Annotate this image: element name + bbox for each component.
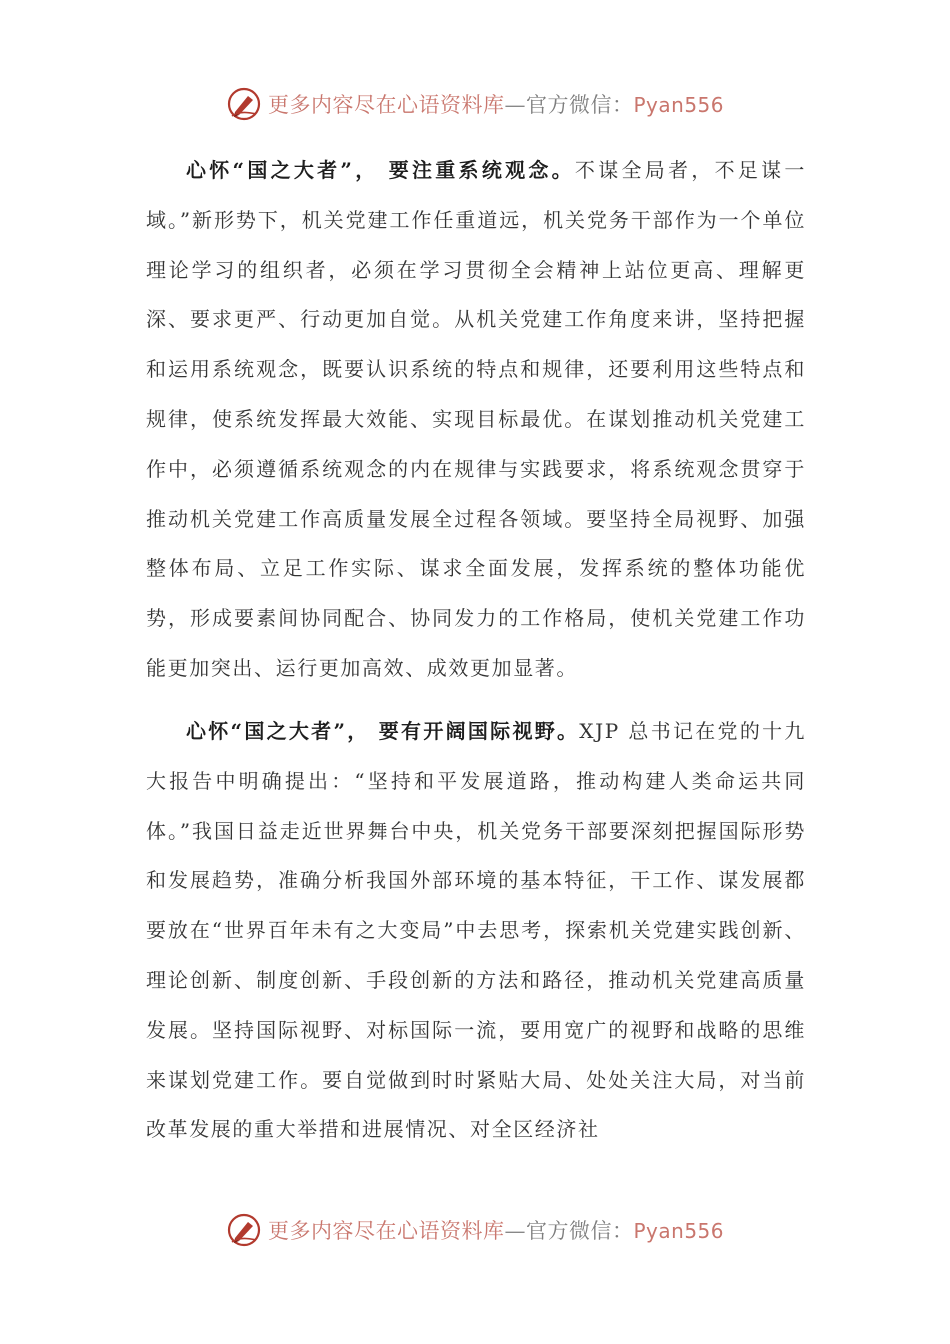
footer-wechat-label: 官方微信： (525, 1219, 634, 1243)
paragraph-body: 不谋全局者，不足谋一域。”新形势下，机关党建工作任重道远，机关党务干部作为一个单位理论学习的组织者，必须在学习贯彻全会精神上站位更高、理解更深、要求更严、行动更加自觉。从机关党建工作角度来讲，坚持把握和运用系统观念，既要认识系统的特点和规律，还要利用这些特点和规律，使系统发挥最大效能、实现目标最优。在谋划推动机关党建工作中，必须遵循系统观念的内在规律与实践要求，将系统观念贯穿于推动机关党建工作高质量发展全过程各领域。要坚持全局视野、加强整体布局、立足工作实际、谋求全面发展，发挥系统的整体功能优势，形成要素间协同配合、协同发力的工作格局，使机关党建工作功能更加突出、运行更加高效、成效更加显著。 (146, 158, 806, 680)
footer-dash: — (504, 1219, 526, 1243)
paragraph-body: XJP 总书记在党的十九大报告中明确提出：“坚持和平发展道路，推动构建人类命运共同体。”我国日益走近世界舞台中央，机关党务干部要深刻把握国际形势和发展趋势，准确分析我国外部环境的基本特征，干工作、谋发展都要放在“世界百年未有之大变局”中去思考，探索机关党建实践创新、理论创新、制度创新、手段创新的方法和路径，推动机关党建高质量发展。坚持国际视野、对标国际一流，要用宽广的视野和战略的思维来谋划党建工作。要自觉做到时时紧贴大局、处处关注大局，对当前改革发展的重大举措和进展情况、对全区经济社 (146, 719, 806, 1142)
header-wechat-label: 官方微信： (525, 93, 634, 117)
paragraph-lead: 心怀“国之大者”， 要有开阔国际视野。 (186, 719, 580, 743)
header-banner-text (268, 89, 724, 119)
header-dash: — (504, 93, 526, 117)
header-banner (0, 82, 950, 126)
paragraph-lead: 心怀“国之大者”， 要注重系统观念。 (186, 158, 575, 182)
footer-site-name: 更多内容尽在心语资料库 (267, 1219, 505, 1243)
footer-wechat-id: Pyan556 (633, 1219, 724, 1243)
header-site-name: 更多内容尽在心语资料库 (267, 93, 505, 117)
header-wechat-id: Pyan556 (633, 93, 724, 117)
paragraph-system-concept (146, 146, 806, 694)
paragraph-international-vision (146, 707, 806, 1155)
footer-banner-text (268, 1215, 724, 1245)
footer-banner (0, 1208, 950, 1252)
pen-logo-icon (226, 1212, 262, 1248)
pen-logo-icon (226, 86, 262, 122)
